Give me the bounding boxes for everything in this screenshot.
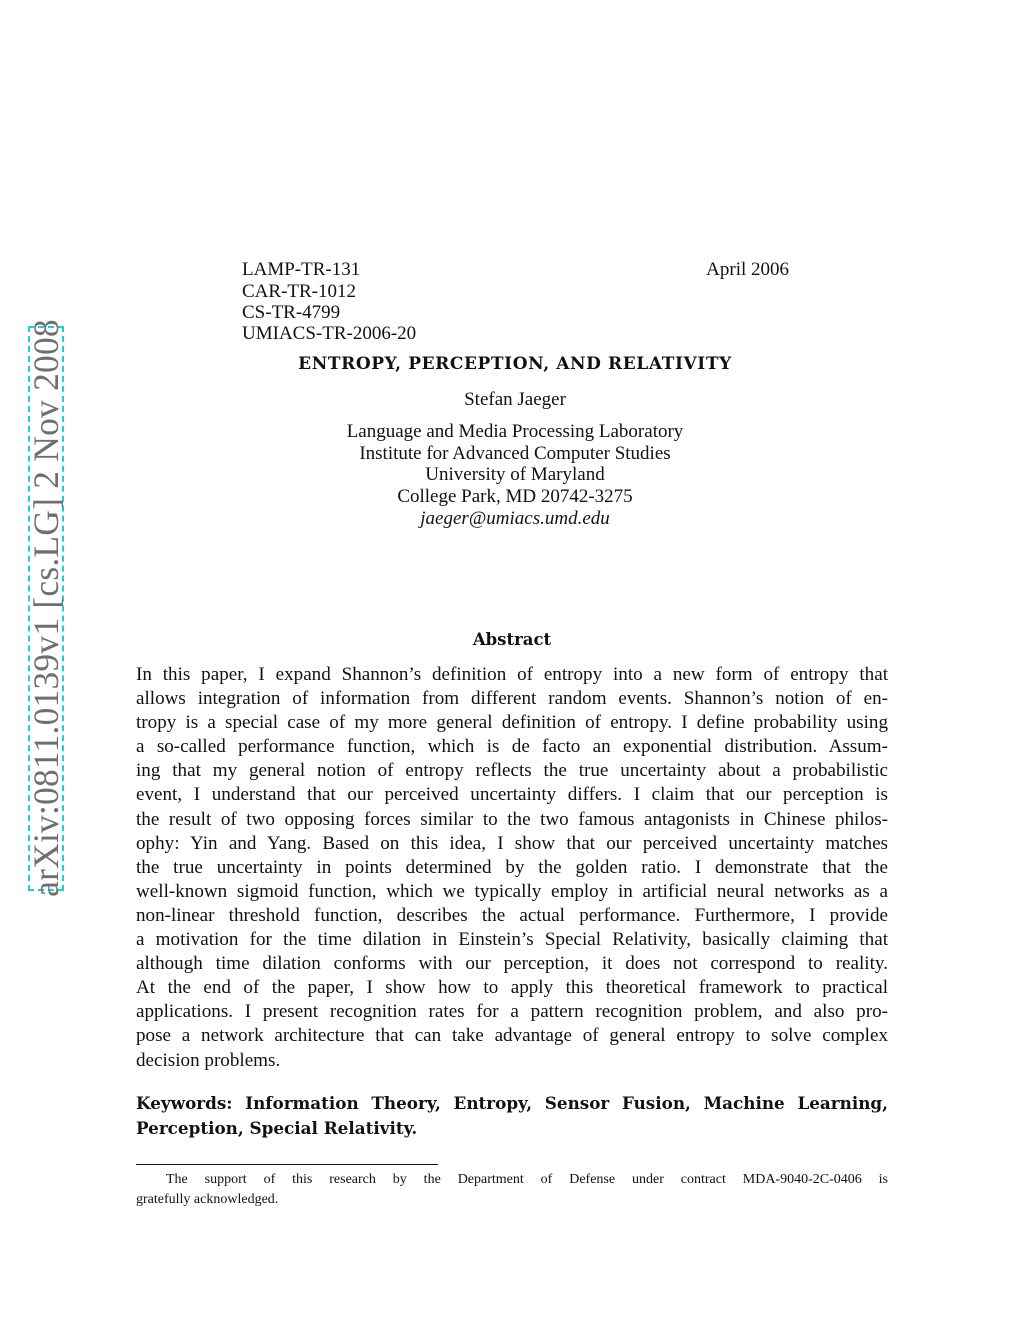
footnote-rule <box>136 1164 438 1165</box>
affiliation-lab: Language and Media Processing Laboratory <box>346 421 684 442</box>
paper-title: ENTROPY, PERCEPTION, AND RELATIVITY <box>298 354 732 374</box>
abstract-heading: Abstract <box>472 630 552 649</box>
abstract-line: In this paper, I expand Shannon’s definition of entropy into a new form of entropy that <box>136 664 888 685</box>
abstract-line: although time dilation conforms with our perception, it does not correspond to reality. <box>136 953 888 975</box>
keywords-line: Keywords: Information Theory, Entropy, Sensor Fusion, Machine Learning, <box>136 1093 888 1113</box>
abstract-line: At the end of the paper, I show how to apply this theoretical framework to practical <box>136 977 888 999</box>
footnote <box>136 1170 888 1210</box>
abstract-line: ophy: Yin and Yang. Based on this idea, I show that our perceived uncertainty matches <box>136 832 888 854</box>
abstract-line: the result of two opposing forces similar to the two famous antagonists in Chinese philos- <box>136 808 888 830</box>
abstract-line: ing that my general notion of entropy reflects the true uncertainty about a probabilistic <box>136 760 888 782</box>
affiliation-institute: Institute for Advanced Computer Studies <box>359 443 671 464</box>
abstract-line: decision problems. <box>136 1049 281 1071</box>
affiliation-address: College Park, MD 20742-3275 <box>397 486 633 507</box>
affiliation-university: University of Maryland <box>425 464 605 485</box>
abstract-line: non-linear threshold function, describes the actual performance. Furthermore, I provide <box>136 904 888 926</box>
report-number-cs: CS-TR-4799 <box>242 302 341 323</box>
keywords-line: Perception, Special Relativity. <box>136 1117 418 1138</box>
footnote-line: The support of this research by the Department of Defense under contract MDA-9040-2C-0406 is <box>166 1172 888 1187</box>
footnote-line: gratefully acknowledged. <box>136 1192 279 1207</box>
author-name: Stefan Jaeger <box>464 389 566 410</box>
abstract-line: event, I understand that our perceived uncertainty differs. I claim that our perception is <box>136 784 888 806</box>
report-number-lamp: LAMP-TR-131 <box>242 259 361 280</box>
abstract-line: a so-called performance function, which is de facto an exponential distribution. Assum- <box>136 736 888 758</box>
abstract-line: tropy is a special case of my more general definition of entropy. I define probability using <box>136 712 888 734</box>
keywords <box>136 1091 888 1140</box>
report-number-umiacs: UMIACS-TR-2006-20 <box>242 323 417 344</box>
abstract-line: allows integration of information from different random events. Shannon’s notion of en- <box>136 688 888 710</box>
abstract-line: applications. I present recognition rates for a pattern recognition problem, and also pro- <box>136 1001 888 1023</box>
abstract-line: pose a network architecture that can take advantage of general entropy to solve complex <box>136 1025 888 1047</box>
abstract-line: well-known sigmoid function, which we typically employ in artificial neural networks as a <box>136 880 888 902</box>
report-number-car: CAR-TR-1012 <box>242 281 356 302</box>
report-date: April 2006 <box>706 259 789 280</box>
abstract-body <box>136 663 888 1073</box>
author-email[interactable]: jaeger@umiacs.umd.edu <box>420 508 610 529</box>
abstract-line: a motivation for the time dilation in Einstein’s Special Relativity, basically claiming that <box>136 929 888 951</box>
arxiv-identifier: arXiv:0811.0139v1 [cs.LG] 2 Nov 2008 <box>26 319 66 897</box>
abstract-line: the true uncertainty in points determined by the golden ratio. I demonstrate that the <box>136 856 888 878</box>
